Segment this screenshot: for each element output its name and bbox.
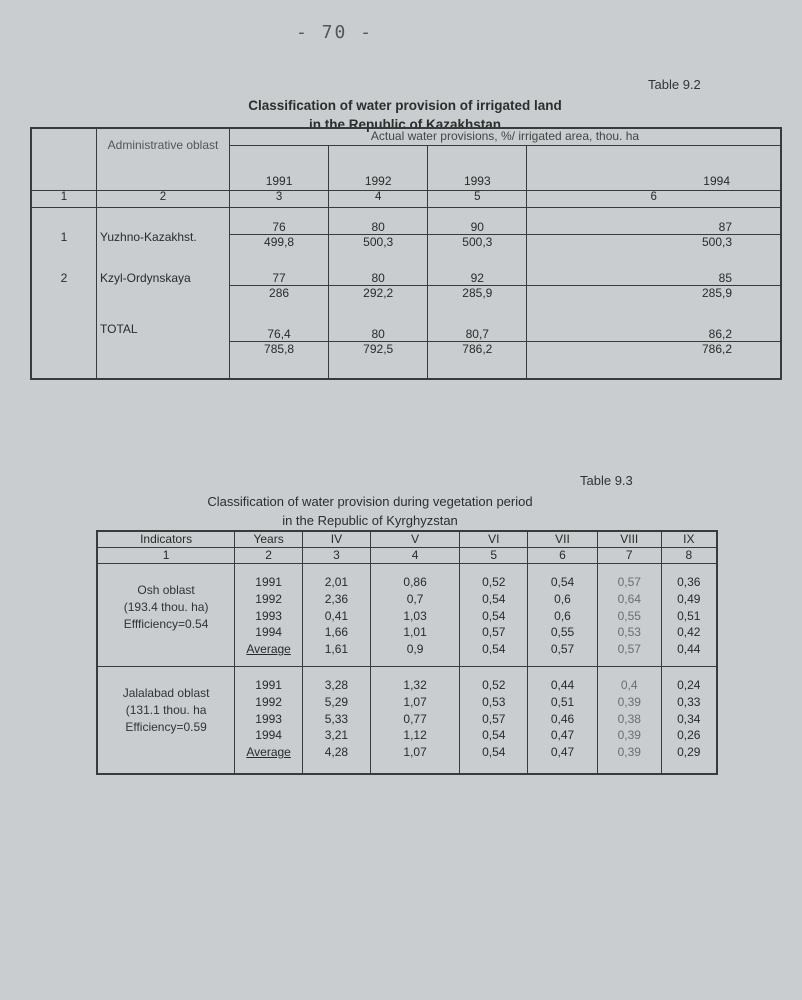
month-values-vi [460,564,528,667]
year-header: 1993 [428,146,527,191]
pct-value: 77 [230,259,329,286]
month-values-viii [597,666,661,774]
value: 1,66 [324,625,349,640]
pct-value: 90 [428,208,527,235]
year: 1993 [255,711,282,726]
value: 5,29 [324,694,349,709]
osh-oblast-block [97,564,717,667]
header-actual: Actual water provisions, %/ irrigated area, thou. ha [230,128,782,146]
value: 0,36 [677,575,701,589]
col-index: 4 [370,548,460,564]
value: 1,12 [403,728,427,743]
table-9-3-tag: Table 9.3 [580,473,633,488]
header-month: V [370,531,460,548]
indicator-label [97,564,235,667]
value: 0,57 [482,625,506,640]
value: 0,39 [617,728,641,743]
table-9-3-title-line2: in the Republic of Kyrghyzstan [282,513,458,528]
value: 5,33 [324,711,349,726]
value-average: 1,61 [324,642,349,657]
value: 2,01 [324,575,349,589]
month-values-ix [661,666,717,774]
value: 3,21 [324,728,349,743]
header-month: IX [661,531,717,548]
value: 0,41 [324,608,349,623]
value: 0,7 [406,591,424,606]
col-index: 5 [428,191,527,208]
indicator-label [97,666,235,774]
oblast-efficiency: Effficiency=0.54 [123,616,209,631]
col-index: 1 [31,191,97,208]
header-admin-oblast [97,128,230,191]
header-month: IV [303,531,371,548]
area-value: 785,8 [230,342,329,379]
value: 0,54 [482,591,506,606]
pct-value: 80 [329,310,428,342]
value: 0,77 [403,711,427,726]
value: 0,51 [550,694,575,709]
row-number [31,310,97,379]
table-9-2-title-line1: Classification of water provision of irrigated land [248,98,562,113]
header-month: VI [460,531,528,548]
value-average: 0,57 [550,642,575,657]
value-average: 0,44 [677,642,701,657]
pct-value: 85 [527,259,781,286]
month-values-ix [661,564,717,667]
area-value: 500,3 [329,235,428,260]
value: 0,57 [617,575,641,589]
value: 0,52 [482,575,506,589]
col-index: 2 [97,191,230,208]
value: 0,38 [617,711,641,726]
value: 3,28 [324,677,349,692]
value: 0,54 [482,728,506,743]
year-header: 1992 [329,146,428,191]
area-value: 499,8 [230,235,329,260]
area-value: 286 [230,286,329,311]
value: 0,6 [554,591,571,606]
pct-value: 76 [230,208,329,235]
col-index: 6 [528,548,598,564]
value: 0,47 [550,728,575,743]
year: 1994 [255,625,282,640]
year: 1992 [255,694,282,709]
oblast-name-total: TOTAL [97,310,230,379]
value-average: 0,57 [617,642,641,657]
year-average: Average [246,745,291,760]
value: 0,46 [550,711,575,726]
jalalabad-oblast-block [97,666,717,774]
value: 0,55 [550,625,575,640]
month-values-vii [528,666,598,774]
value: 0,26 [677,728,701,743]
value-average: 0,47 [550,745,575,760]
value: 0,53 [482,694,506,709]
value: 0,53 [617,625,641,640]
month-values-v [370,666,460,774]
value-average: 0,39 [617,745,641,760]
value: 0,49 [677,591,701,606]
pct-value: 76,4 [230,310,329,342]
value: 1,32 [403,677,427,692]
month-values-vi [460,666,528,774]
value: 0,44 [550,677,575,692]
pct-value: 86,2 [527,310,781,342]
col-index: 2 [235,548,303,564]
header-month: VII [528,531,598,548]
area-value: 786,2 [428,342,527,379]
header-blank [31,128,97,191]
area-value: 285,9 [527,286,781,311]
col-index: 7 [597,548,661,564]
area-value: 500,3 [527,235,781,260]
value-average: 0,29 [677,745,701,760]
year-header: 1994 [527,146,781,191]
area-value: 285,9 [428,286,527,311]
value-average: 4,28 [324,745,349,760]
col-index: 3 [230,191,329,208]
header-month: VIII [597,531,661,548]
row-number: 1 [31,208,97,260]
value: 0,34 [677,711,701,726]
year: 1992 [255,591,282,606]
col-index: 3 [303,548,371,564]
years-cell [235,666,303,774]
header-years: Years [235,531,303,548]
oblast-area: (193.4 thou. ha) [123,599,209,614]
value: 0,54 [482,608,506,623]
pct-value: 80 [329,208,428,235]
value: 0,33 [677,694,701,709]
value: 0,52 [482,677,506,692]
pct-value: 92 [428,259,527,286]
row-number: 2 [31,259,97,310]
table-9-3-title-line1: Classification of water provision during vegetation period [207,494,533,509]
value: 0,42 [677,625,701,640]
col-index: 8 [661,548,717,564]
oblast-efficiency: Efficiency=0.59 [125,719,207,734]
area-value: 292,2 [329,286,428,311]
year: 1991 [255,677,282,692]
year: 1991 [255,575,282,589]
area-value: 792,5 [329,342,428,379]
col-index: 4 [329,191,428,208]
value-average: 0,9 [406,642,424,657]
value: 0,64 [617,591,641,606]
value: 0,54 [550,575,575,589]
value: 0,4 [620,677,638,692]
col-index: 5 [460,548,528,564]
area-value: 500,3 [428,235,527,260]
table-9-3 [96,530,718,775]
value: 0,24 [677,677,701,692]
oblast-name: Jalalabad oblast [122,685,210,700]
table-9-2-tag: Table 9.2 [648,77,701,92]
oblast-name: Yuzhno-Kazakhst. [97,208,230,260]
month-values-v [370,564,460,667]
value: 1,01 [403,625,427,640]
value: 1,07 [403,694,427,709]
month-values-iv [303,666,371,774]
value: 0,86 [403,575,427,589]
value-average: 0,54 [482,745,506,760]
oblast-area: (131.1 thou. ha [125,702,207,717]
value: 1,03 [403,608,427,623]
month-values-vii [528,564,598,667]
value-average: 1,07 [403,745,427,760]
value: 2,36 [324,591,349,606]
value-average: 0,54 [482,642,506,657]
header-admin-text: Administrative oblast [107,138,219,152]
year: 1993 [255,608,282,623]
col-index: 1 [97,548,235,564]
table-9-2-title-line2: in the Republic of Kazakhstan [308,117,502,132]
year-header: 1991 [230,146,329,191]
value: 0,39 [617,694,641,709]
years-cell [235,564,303,667]
col-index: 6 [527,191,781,208]
area-value: 786,2 [527,342,781,379]
pct-value: 80,7 [428,310,527,342]
year-average: Average [246,642,291,657]
value: 0,55 [617,608,641,623]
month-values-iv [303,564,371,667]
value: 0,51 [677,608,701,623]
month-values-viii [597,564,661,667]
oblast-name: Kzyl-Ordynskaya [97,259,230,310]
pct-value: 87 [527,208,781,235]
page-number: - 70 - [296,22,374,43]
pct-value: 80 [329,259,428,286]
value: 0,57 [482,711,506,726]
year: 1994 [255,728,282,743]
oblast-name: Osh oblast [137,583,195,597]
value: 0,6 [554,608,571,623]
header-indicators: Indicators [97,531,235,548]
table-9-2 [30,127,782,380]
